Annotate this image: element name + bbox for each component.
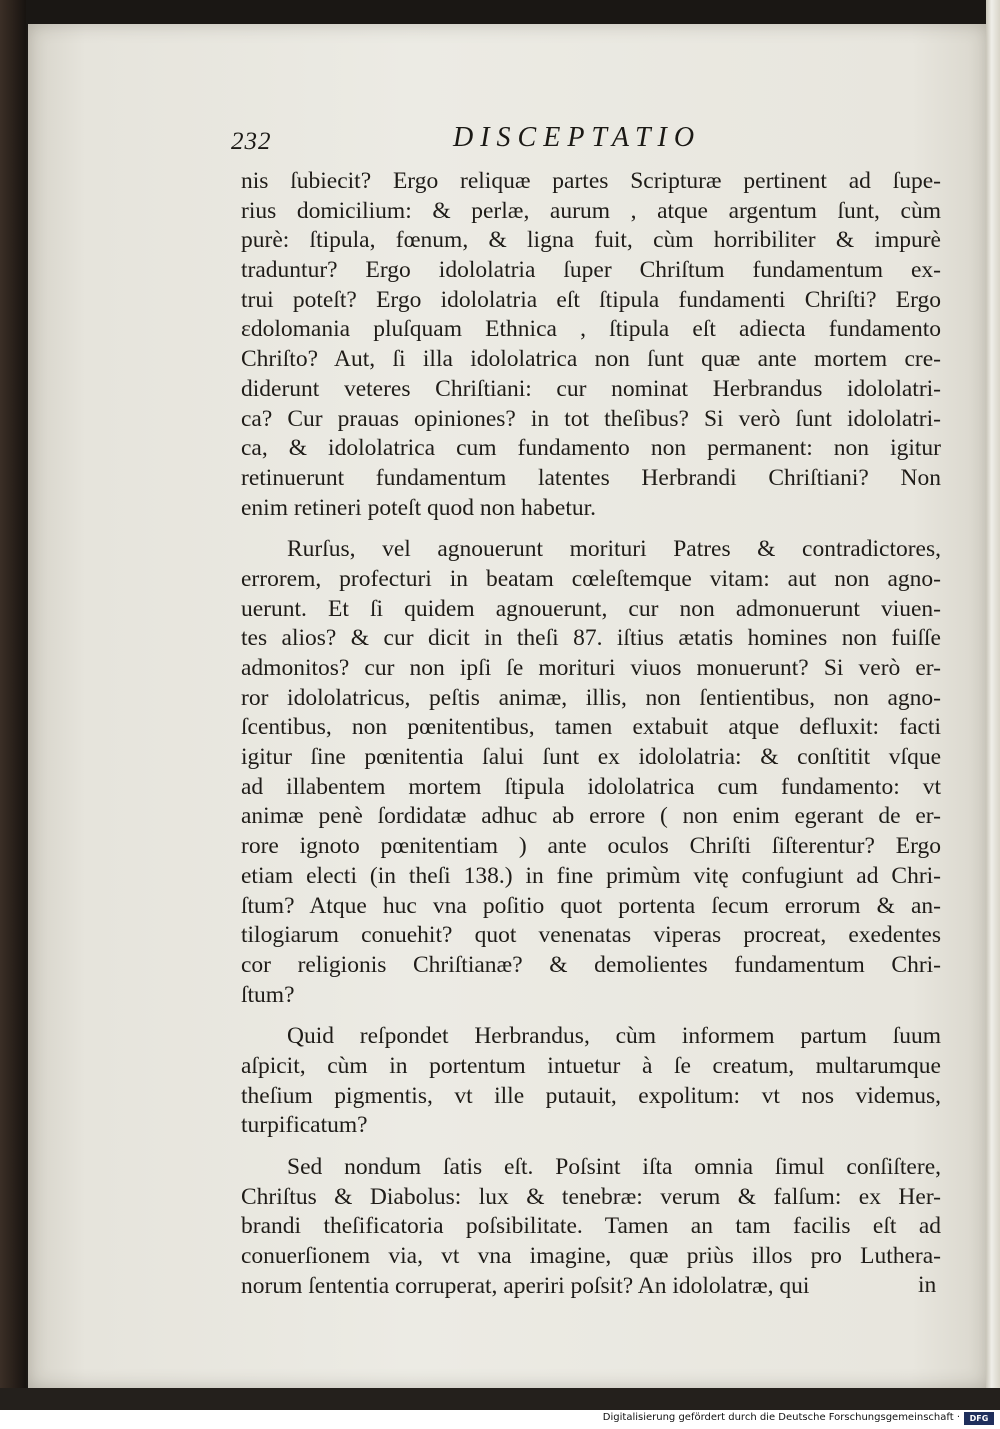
- text-line: cor religionis Chriſtianæ? & demolientes fundamentum Chri-: [241, 951, 941, 978]
- text-line: theſium pigmentis, vt ille putauit, expolitum: vt nos videmus,: [241, 1082, 941, 1109]
- digitization-footer: [0, 1410, 1000, 1429]
- text-line: admonitos? cur non ipſi ſe morituri viuos monuerunt? Si verò er-: [241, 655, 941, 681]
- text-line: tes alios? & cur dicit in theſi 87. iſtius ætatis homines non fuiſſe: [241, 625, 941, 652]
- text-line: Sed nondum ſatis eſt. Poſsint iſta omnia ſimul conſiſtere,: [287, 1154, 941, 1180]
- page-edge-bottom: [0, 1388, 1000, 1410]
- text-line: igitur ſine pœnitentia ſalui ſunt ex idololatria: & conſtitit vſque: [241, 744, 941, 771]
- text-line: norum ſententia corruperat, aperiri poſsit? An idololatræ, qui: [241, 1272, 810, 1299]
- page-header: [28, 122, 988, 162]
- text-line: turpificatum?: [241, 1112, 368, 1139]
- text-line: ca, & idololatrica cum fundamento non permanent: non igitur: [241, 435, 941, 462]
- paragraph-gap: [241, 1141, 941, 1153]
- text-line: ɛdolomania pluſquam Ethnica , ſtipula eſt adiecta fundamento: [241, 316, 941, 343]
- paragraph-gap: [241, 1010, 941, 1022]
- text-line: rius domicilium: & perlæ, aurum , atque argentum ſunt, cùm: [241, 197, 941, 224]
- text-line: traduntur? Ergo idololatria ſuper Chriſtum fundamentum ex-: [241, 257, 941, 284]
- text-line: trui poteſt? Ergo idololatria eſt ſtipula fundamenti Chriſti? Ergo: [241, 286, 941, 313]
- text-line: conuerſionem via, vt vna imagine, quæ priùs illos pro Luthera-: [241, 1243, 941, 1270]
- text-line: ſcentibus, non pœnitentibus, tamen extabuit atque defluxit: facti: [241, 714, 941, 741]
- text-line: nis ſubiecit? Ergo reliquæ partes Scripturæ pertinent ad ſupe-: [241, 168, 941, 194]
- text-line: enim retineri poteſt quod non habetur.: [241, 494, 597, 521]
- text-line: purè: ſtipula, fœnum, & ligna fuit, cùm horribiliter & impurè: [241, 227, 941, 254]
- text-line: etiam electi (in theſi 138.) in fine primùm vitę confugiunt ad Chri-: [241, 862, 941, 889]
- running-title: DISCEPTATIO: [453, 122, 702, 153]
- text-line: Chriſtus & Diabolus: lux & tenebræ: verum & falſum: ex Her-: [241, 1183, 941, 1210]
- book-spine: [0, 0, 26, 1410]
- text-line: uerunt. Et ſi quidem agnouerunt, cur non admonuerunt viuen-: [241, 595, 941, 622]
- catchword: in: [918, 1272, 937, 1298]
- text-line: diderunt veteres Chriſtiani: cur nominat Herbrandus idololatri-: [241, 375, 941, 402]
- text-line: rore ignoto pœnitentiam ) ante oculos Chriſti ſiſterentur? Ergo: [241, 833, 941, 860]
- paragraph: [241, 167, 941, 523]
- paragraph: [241, 1022, 941, 1141]
- text-line: brandi theſificatoria poſsibilitate. Tamen an tam facilis eſt ad: [241, 1213, 941, 1240]
- paragraph: [241, 535, 941, 1010]
- dfg-logo: DFG: [964, 1412, 994, 1425]
- text-line: Rurſus, vel agnouerunt morituri Patres & contradictores,: [287, 536, 941, 563]
- text-line: ad illabentem mortem ſtipula idololatrica cum fundamento: vt: [241, 773, 941, 800]
- text-line: aſpicit, cùm in portentum intuetur à ſe creatum, multarumque: [241, 1052, 941, 1079]
- paragraph-gap: [241, 523, 941, 535]
- text-line: Quid reſpondet Herbrandus, cùm informem partum ſuum: [287, 1023, 941, 1050]
- body-text: [241, 167, 941, 1301]
- text-line: ſtum?: [241, 981, 295, 1008]
- text-line: ſtum? Atque huc vna poſitio quot portenta ſecum errorum & an-: [241, 892, 941, 919]
- page-edge-right: [986, 0, 1000, 1410]
- text-line: ca? Cur prauas opiniones? in tot theſibus? Si verò ſunt idololatri-: [241, 405, 941, 432]
- text-line: Chriſto? Aut, ſi illa idololatrica non ſunt quæ ante mortem cre-: [241, 346, 941, 373]
- text-line: retinuerunt fundamentum latentes Herbrandi Chriſtiani? Non: [241, 464, 941, 491]
- book-page: [28, 24, 988, 1388]
- text-line: ror idololatricus, peſtis animæ, illis, non ſentientibus, non agno-: [241, 684, 941, 711]
- page-number: 232: [231, 128, 272, 155]
- text-line: animæ penè ſordidatæ adhuc ab errore ( non enim egerant de er-: [241, 803, 941, 830]
- text-line: tilogiarum conuehit? quot venenatas viperas procreat, exedentes: [241, 922, 941, 949]
- footer-credit: Digitalisierung gefördert durch die Deutsche Forschungsgemeinschaft ·: [602, 1412, 960, 1423]
- text-line: errorem, profecturi in beatam cœleſtemque vitam: aut non agno-: [241, 565, 941, 592]
- paragraph: [241, 1153, 941, 1301]
